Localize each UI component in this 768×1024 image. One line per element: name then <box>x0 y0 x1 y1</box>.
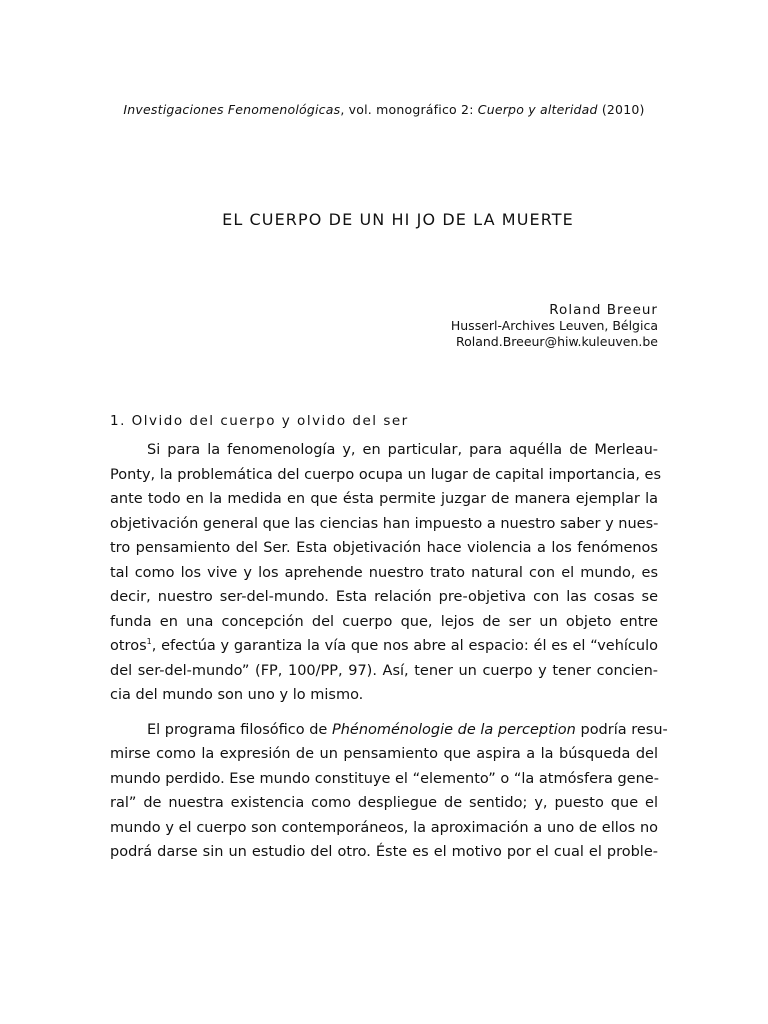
paragraph <box>110 438 662 708</box>
text-line: Si para la fenomenología y, en particular, para aquélla de Merleau- <box>147 442 658 458</box>
text-line: mundo perdido. Ese mundo constituye el “elemento” o “la atmósfera gene- <box>110 770 659 787</box>
line-fragment: El programa filosófico de <box>147 721 332 738</box>
line-fragment: podría resu- <box>575 721 668 738</box>
text-line: decir, nuestro ser-del-mundo. Esta relación pre-objetiva con las cosas se <box>110 589 658 605</box>
publication-year: (2010) <box>597 102 645 117</box>
text-line: podrá darse sin un estudio del otro. Éste es el motivo por el cual el proble- <box>110 844 658 860</box>
journal-name: Investigaciones Fenomenológicas <box>123 102 341 117</box>
text-line: mundo y el cuerpo son contemporáneos, la aproximación a uno de ellos no <box>110 819 658 836</box>
author-affiliation: Husserl-Archives Leuven, Bélgica <box>450 318 658 333</box>
author-affiliation-block <box>451 318 658 349</box>
line-fragment: otros <box>110 638 147 654</box>
line-fragment: , efectúa y garantiza la vía que nos abre al espacio: él es el “vehículo <box>151 638 658 654</box>
text-line: objetivación general que las ciencias han impuesto a nuestro saber y nues- <box>110 515 659 532</box>
cited-work-title: Phénoménologie de la perception <box>331 721 576 738</box>
text-line: funda en una concepción del cuerpo que, lejos de ser un objeto entre <box>110 613 658 630</box>
text-line: cia del mundo son uno y lo mismo. <box>110 687 364 703</box>
article-title: EL CUERPO DE UN HI JO DE LA MUERTE <box>222 210 574 229</box>
author-name: Roland Breeur <box>549 302 658 318</box>
section-heading: 1. Olvido del cuerpo y olvido del ser <box>110 413 409 429</box>
text-line: tal como los vive y los aprehende nuestro trato natural con el mundo, es <box>110 564 658 581</box>
body-text <box>110 438 668 865</box>
text-line: ante todo en la medida en que ésta permite juzgar de manera ejemplar la <box>110 491 658 507</box>
footnote-reference[interactable]: 1 <box>146 637 152 646</box>
text-line <box>110 634 658 659</box>
text-line: Ponty, la problemática del cuerpo ocupa un lugar de capital importancia, es <box>110 466 662 483</box>
author-email: Roland.Breeur@hiw.kuleuven.be <box>455 333 658 349</box>
text-line: mirse como la expresión de un pensamiento que aspira a la búsqueda del <box>110 746 658 762</box>
text-line: ral” de nuestra existencia como despliegue de sentido; y, puesto que el <box>110 795 658 811</box>
volume-info: , vol. monográfico 2: <box>340 102 478 117</box>
paragraph <box>110 718 668 865</box>
volume-title: Cuerpo y alteridad <box>477 102 598 117</box>
text-line <box>110 718 668 743</box>
text-line: tro pensamiento del Ser. Esta objetivación hace violencia a los fenómenos <box>110 540 658 556</box>
text-line: del ser-del-mundo” (FP, 100/PP, 97). Así, tener un cuerpo y tener concien- <box>110 662 658 679</box>
running-header <box>0 102 768 117</box>
